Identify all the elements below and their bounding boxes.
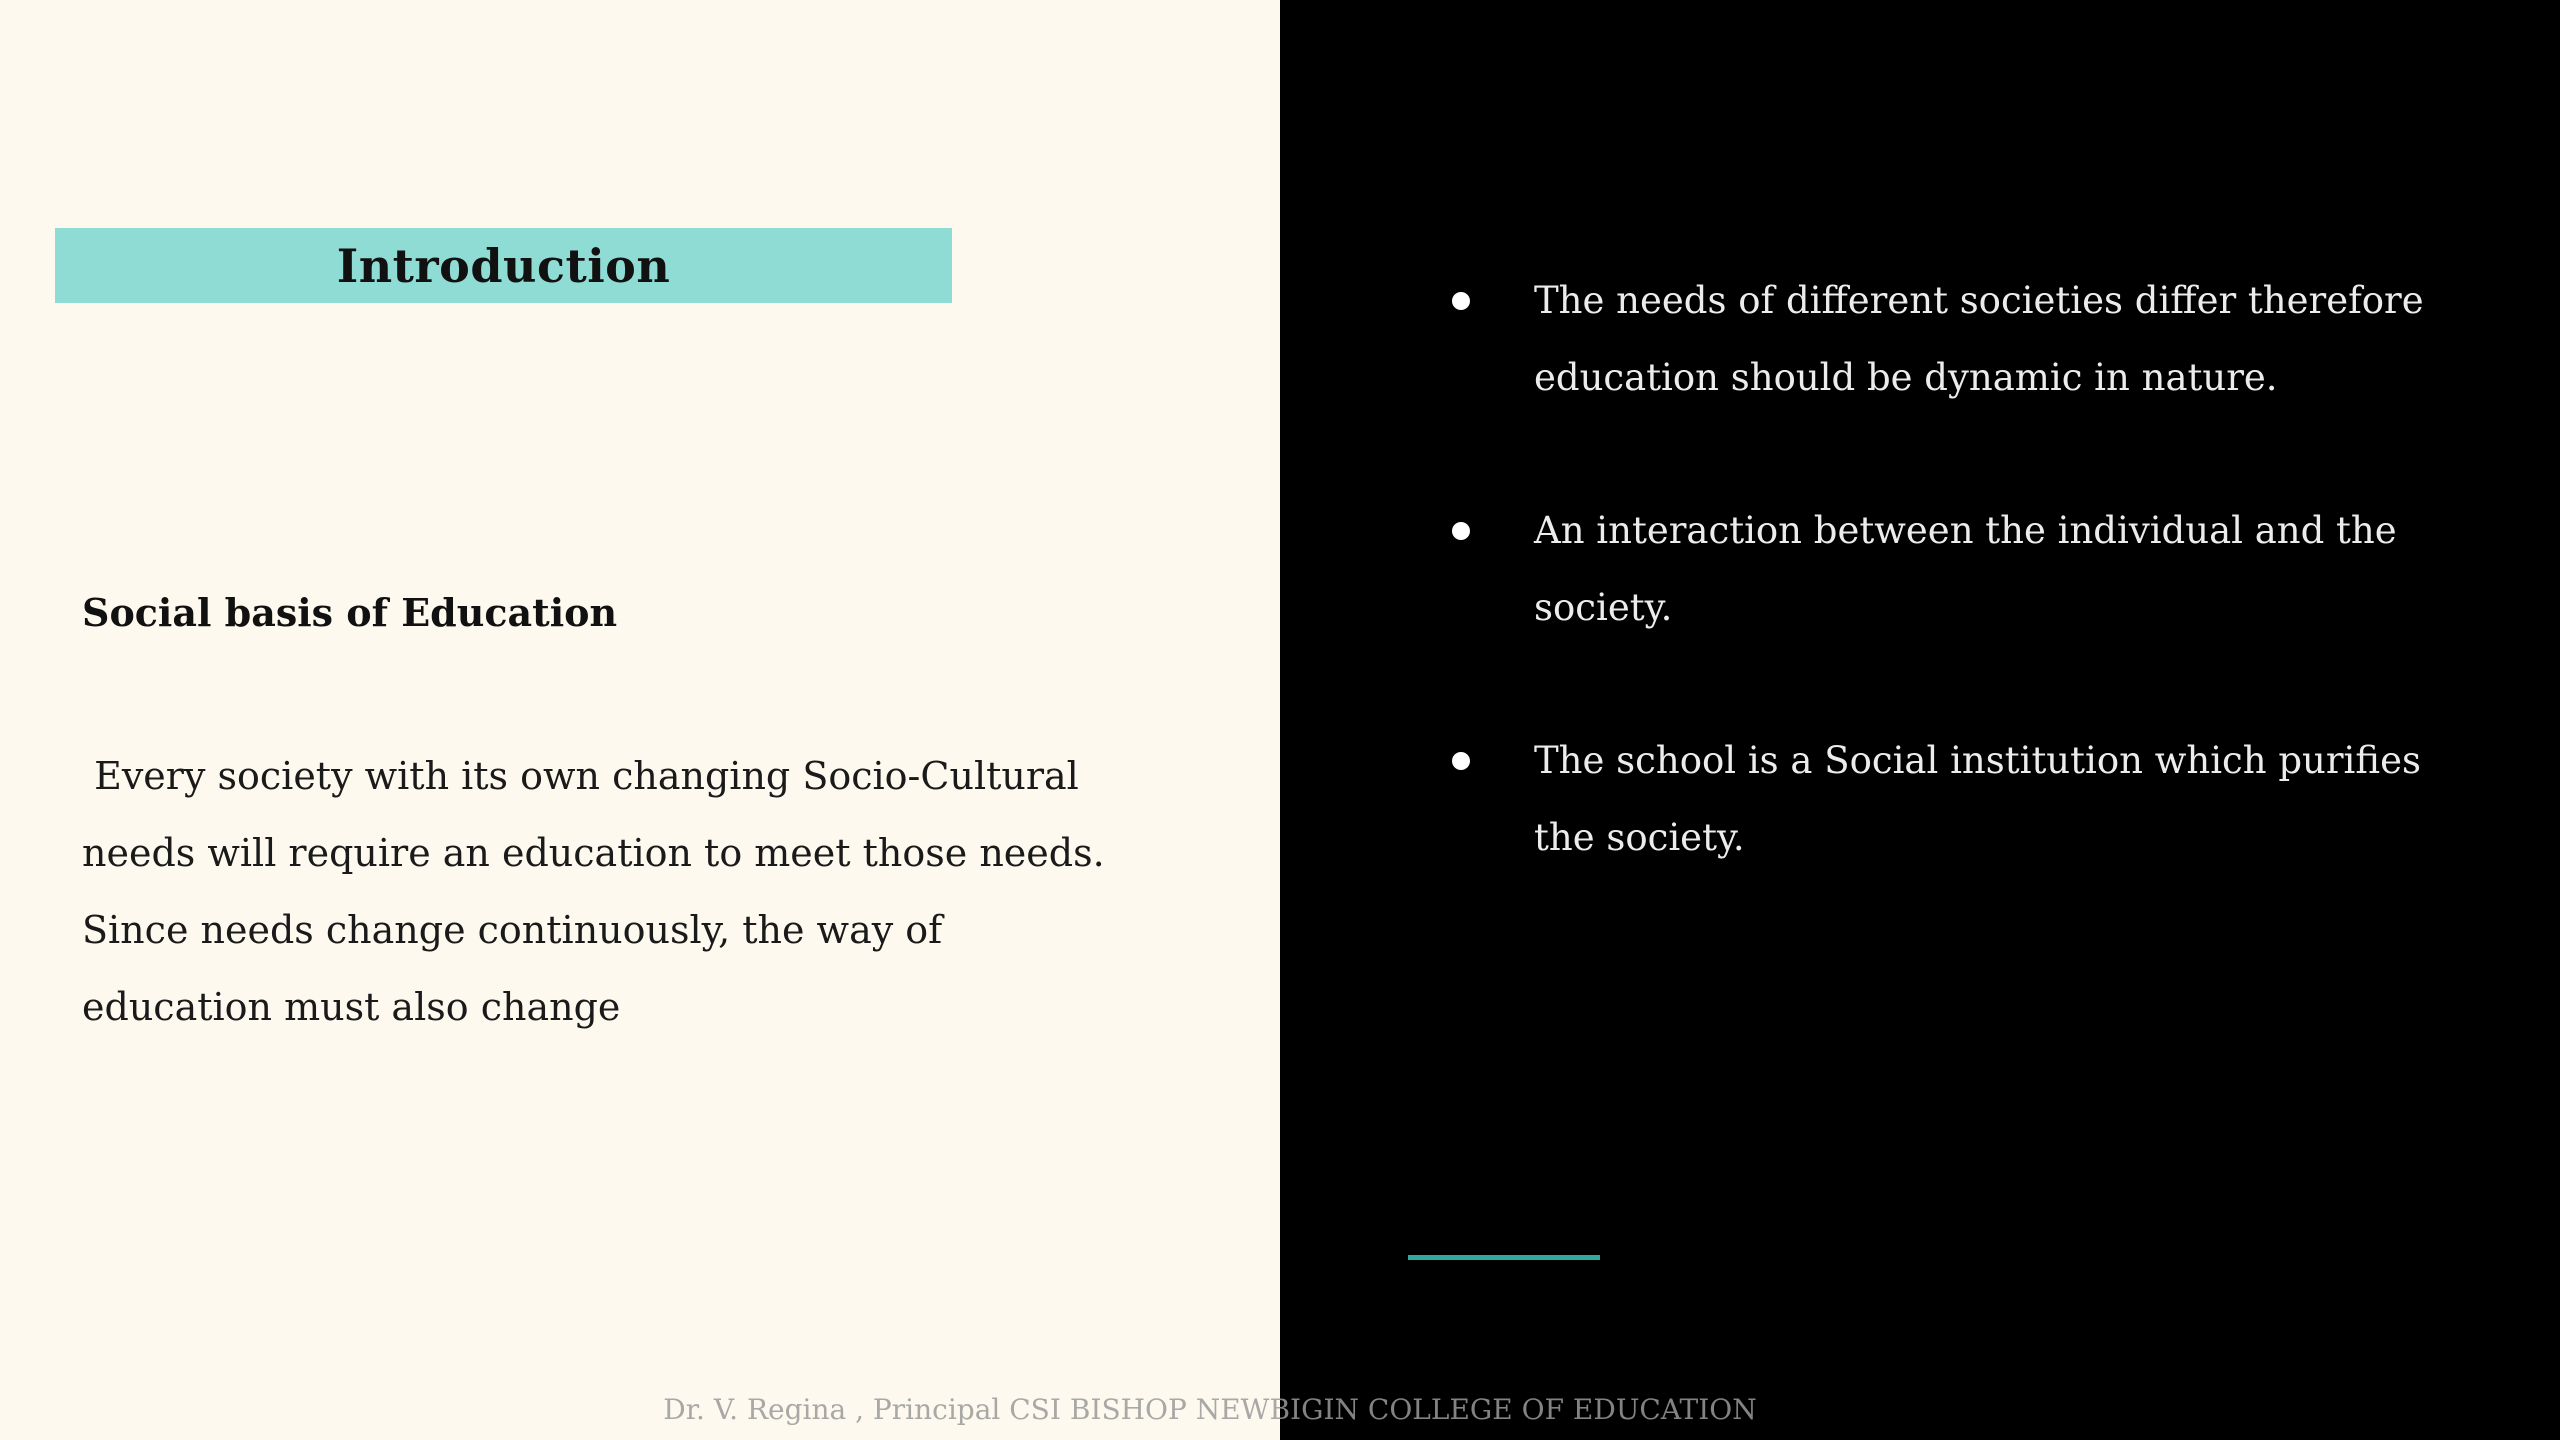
bullet-item bbox=[1440, 262, 2440, 416]
bullet-dot-icon bbox=[1452, 522, 1470, 540]
bullet-dot-icon bbox=[1452, 292, 1470, 310]
bullet-item bbox=[1440, 492, 2440, 646]
section-subtitle: Social basis of Education bbox=[82, 590, 618, 635]
bullet-text: The needs of different societies differ therefore education should be dynamic in nature. bbox=[1534, 279, 2424, 399]
body-paragraph: Every society with its own changing Socio-Cultural needs will require an education to meet those needs. Since needs change continuously, the way of education must also change bbox=[82, 754, 1117, 1029]
accent-divider bbox=[1408, 1255, 1600, 1260]
footer-credit: Dr. V. Regina , Principal CSI BISHOP NEWBIGIN COLLEGE OF EDUCATION bbox=[663, 1393, 1757, 1426]
bullet-item bbox=[1440, 722, 2440, 876]
bullet-list bbox=[1440, 262, 2440, 952]
slide-title: Introduction bbox=[336, 238, 671, 293]
bullet-text: The school is a Social institution which purifies the society. bbox=[1534, 739, 2421, 859]
bullet-text: An interaction between the individual and the society. bbox=[1534, 509, 2397, 629]
bullet-dot-icon bbox=[1452, 752, 1470, 770]
title-band bbox=[55, 228, 952, 303]
